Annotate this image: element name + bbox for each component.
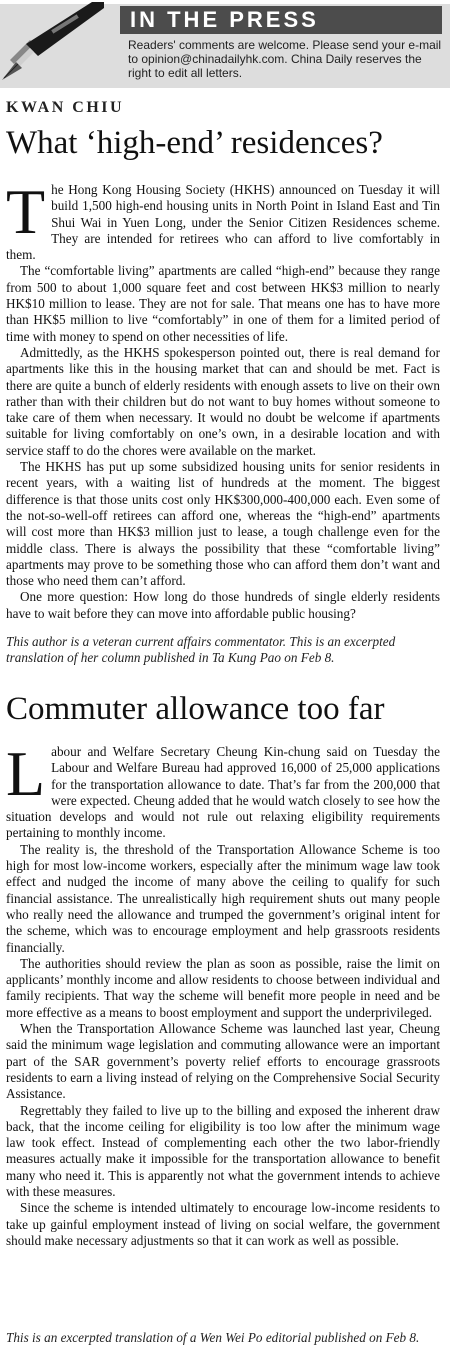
banner-title: IN THE PRESS <box>120 6 442 34</box>
drop-cap: L <box>6 738 46 809</box>
paragraph: The reality is, the threshold of the Transportation Allowance Scheme is too high for most low-income workers, especially after the minimum wage law took effect and nudged the income of many above the ceiling to qualify for such financial assistance. The unrealistically high requirement shuts out many people who really need the allowance and trumped the government’s original intent for the scheme, which was to encourage employment and help grassroots residents financially. <box>6 841 440 955</box>
drop-cap: T <box>6 176 46 247</box>
paragraph: One more question: How long do those hundreds of single elderly residents have to wait before they can move into affordable public housing? <box>6 589 440 621</box>
paragraph: Admittedly, as the HKHS spokesperson pointed out, there is real demand for apartments like this in the housing market that can and should be met. Fact is there are quite a bunch of elderly residents with enough assets to live on their own rather than with their children but do not want to buy homes without someone to take care of them when necessary. It would no doubt be welcome if apartments suitable for living comfortably on one’s own, in a desirable location and with service staff to do the chores were available on the market. <box>6 344 440 458</box>
paragraph <box>6 738 440 842</box>
article-body-commuter-allowance <box>6 738 440 1249</box>
paragraph: Regrettably they failed to live up to the billing and exposed the inherent draw back, that the income ceiling for eligibility is too low after the minimum wage law took effect. Instead of complementing each other the two labor-friendly measures actually make it impossible for the transportation allowance to benefit many who need it. This is apparently not what the government intends to achieve with these measures. <box>6 1102 440 1200</box>
paragraph-text: he Hong Kong Housing Society (HKHS) announced on Tuesday it will build 1,500 high-end housing units in North Point in Island East and Tin Shui Wai in Yuen Long, under the Senior Citizen Residences scheme. They are intended for retirees who can afford to live comfortably in them. <box>6 182 440 263</box>
fountain-pen-icon <box>0 0 120 88</box>
paragraph: When the Transportation Allowance Scheme was launched last year, Cheung said the minimum wage legislation and commuting allowance were an important part of the SAR government’s poverty relief efforts to encourage grassroots residents to earn a living instead of relying on the Comprehensive Social Security Assistance. <box>6 1021 440 1102</box>
paragraph: The authorities should review the plan as soon as possible, raise the limit on applicants’ monthly income and allow residents to choose between individual and family recipients. That way the scheme will benefit more people in need and be more effective as a means to boost employment and support the underprivileged. <box>6 955 440 1020</box>
author-byline: KWAN CHIU <box>6 99 125 116</box>
article-headline-high-end-residences: What ‘high-end’ residences? <box>6 125 383 161</box>
paragraph <box>6 176 440 263</box>
paragraph-text: abour and Welfare Secretary Cheung Kin-chung said on Tuesday the Labour and Welfare Bureau had approved 16,000 of 25,000 applications for the transportation allowance to date. That’s far from the 200,000 that were expected. Cheung added that he would watch closely to see how the situation develops and would not rule out relaxing eligibility requirements pertaining to monthly income. <box>6 744 440 841</box>
article-body-high-end-residences <box>6 176 440 622</box>
article-headline-commuter-allowance: Commuter allowance too far <box>6 691 385 727</box>
editorial-source-note: This is an excerpted translation of a Wen Wei Po editorial published on Feb 8. <box>6 1330 420 1345</box>
readers-comments-note: Readers' comments are welcome. Please send your e-mail to opinion@chinadailyhk.com. China Daily reserves the right to edit all letters. <box>128 38 442 80</box>
author-note: This author is a veteran current affairs commentator. This is an excerpted translation of her column published in Ta Kung Pao on Feb 8. <box>6 634 396 665</box>
paragraph: The HKHS has put up some subsidized housing units for senior residents in recent years, with a waiting list of hundreds at the moment. The biggest difference is that those units cost only HK$300,000-400,000 each. Even some of the not-so-well-off retirees can afford one, whereas the “high-end” apartments will cost more than HK$3 million just to lease, a tough challenge even for the middle class. There is always the possibility that these “comfortable living” apartments may prove to be something those who can afford them don’t want and those who need them can’t afford. <box>6 459 440 589</box>
in-the-press-banner <box>0 0 450 86</box>
paragraph: The “comfortable living” apartments are called “high-end” because they range from 500 to about 1,000 square feet and cost between HK$3 million to nearly HK$10 million to lease. They are not for sale. That means one has to have more than HK$5 million to live “comfortably” in one of them for a limited period of time with money to spend on other necessities of life. <box>6 263 440 344</box>
paragraph: Since the scheme is intended ultimately to encourage low-income residents to take up gainful employment instead of living on social welfare, the government should make necessary adjustments so that it can work as well as possible. <box>6 1200 440 1248</box>
